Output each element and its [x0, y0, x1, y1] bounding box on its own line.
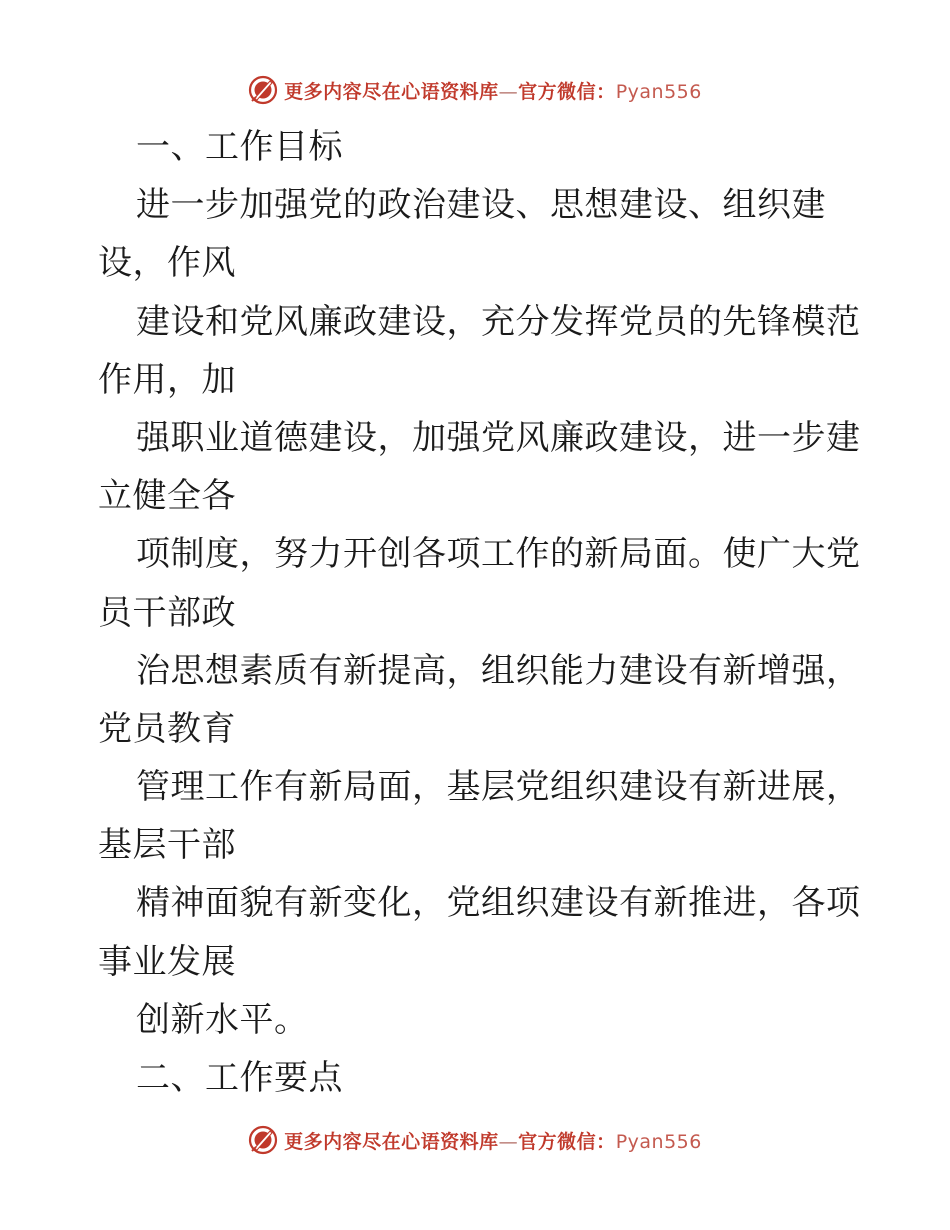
text-line: 强职业道德建设，加强党风廉政建设，进一步建: [136, 417, 861, 458]
text-line: 创新水平。: [136, 999, 309, 1040]
text-line: 建设和党风廉政建设，充分发挥党员的先锋模范: [136, 301, 861, 342]
footer-brand-text: 更多内容尽在心语资料库: [284, 1130, 499, 1153]
text-line: 作用，加: [98, 359, 236, 400]
quill-seal-icon: [248, 1125, 278, 1155]
text-line: 一、工作目标: [136, 127, 343, 167]
footer-separator: —: [498, 1130, 519, 1153]
header-wechat-id: Pyan556: [615, 80, 702, 103]
quill-seal-icon: [248, 75, 278, 105]
text-line: 管理工作有新局面，基层党组织建设有新进展，: [136, 767, 861, 808]
document-body: [98, 118, 861, 1107]
header-brand: [284, 77, 702, 104]
header-watermark: [0, 70, 950, 110]
header-brand-text: 更多内容尽在心语资料库: [284, 80, 499, 103]
text-line: 员干部政: [98, 592, 236, 633]
text-line: 基层干部: [98, 825, 236, 866]
text-line: 立健全各: [98, 476, 236, 517]
footer-wechat-id: Pyan556: [615, 1130, 702, 1153]
text-line: 二、工作要点: [136, 1058, 343, 1098]
text-line: 进一步加强党的政治建设、思想建设、组织建: [136, 185, 826, 226]
text-line: 设，作风: [98, 243, 236, 284]
header-separator: —: [498, 80, 519, 103]
text-line: 治思想素质有新提高，组织能力建设有新增强，: [136, 650, 861, 691]
header-wechat-label: 官方微信：: [518, 80, 616, 103]
text-line: 项制度，努力开创各项工作的新局面。使广大党: [136, 534, 861, 575]
footer-brand: [284, 1127, 702, 1154]
text-line: 党员教育: [98, 708, 236, 749]
text-line: 精神面貌有新变化，党组织建设有新推进，各项: [136, 883, 861, 924]
text-line: 事业发展: [98, 941, 236, 982]
footer-wechat-label: 官方微信：: [518, 1130, 616, 1153]
footer-watermark: [0, 1120, 950, 1160]
